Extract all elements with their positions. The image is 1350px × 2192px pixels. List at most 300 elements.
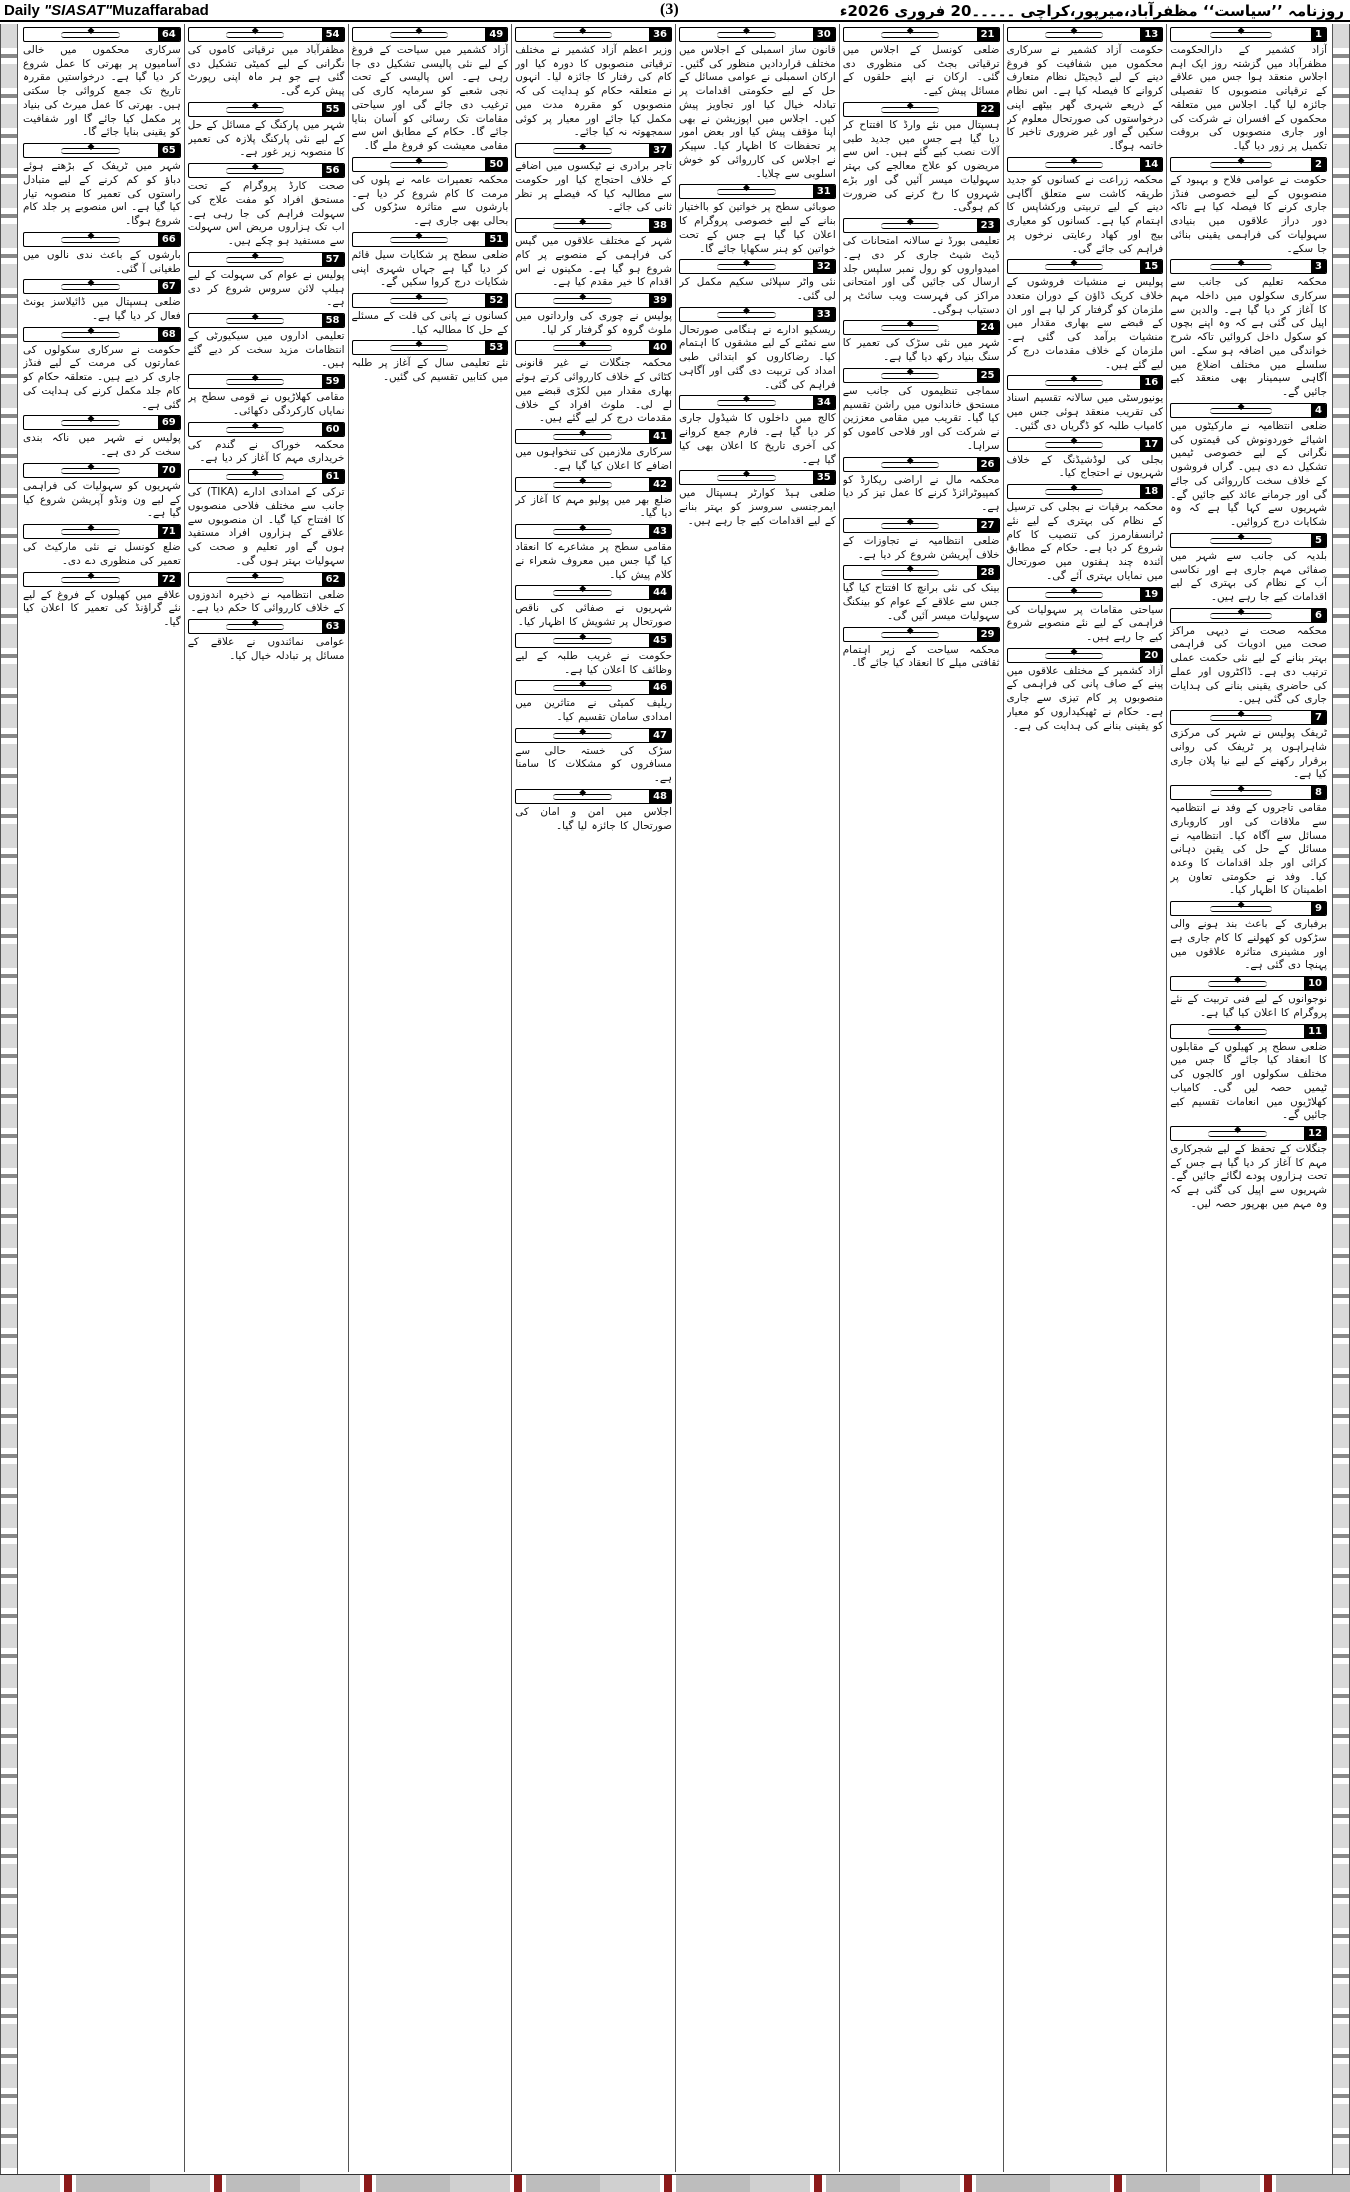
news-item-number: 55: [322, 103, 344, 116]
news-item-text: عوامی نمائندوں نے علاقے کے مسائل پر تبادلہ خیال کیا۔: [187, 636, 345, 662]
news-item-header: [1170, 259, 1327, 274]
news-item-number: 6: [1311, 609, 1326, 622]
news-item-header: [1170, 1126, 1327, 1141]
news-item-number: 38: [649, 219, 671, 232]
news-item-text: شہر میں نئی سڑک کی تعمیر کا سنگ بنیاد رکھ دیا گیا ہے۔: [842, 337, 1000, 364]
news-item-header: [1170, 27, 1327, 42]
ornament-icon: [844, 28, 977, 41]
news-column-inner: [23, 24, 181, 2172]
news-item-header: [515, 429, 672, 444]
news-item-text: یونیورسٹی میں سالانہ تقسیم اسناد کی تقریب منعقد ہوئی جس میں کامیاب طلبہ کو ڈگریاں دی گئیں۔: [1006, 392, 1164, 432]
news-item-number: 69: [158, 416, 180, 429]
ornament-icon: [844, 628, 977, 641]
news-item-number: 25: [977, 369, 999, 382]
news-item-text: بارشوں کے باعث ندی نالوں میں طغیانی آ گئی۔: [23, 248, 181, 275]
ornament-icon: [24, 328, 158, 341]
ornament-icon: [24, 28, 158, 41]
news-item-number: 63: [322, 620, 344, 633]
news-item-text: مقامی سطح پر مشاعرے کا انعقاد کیا گیا جس میں معروف شعراء نے کلام پیش کیا۔: [515, 541, 672, 581]
news-item-number: 39: [649, 294, 671, 307]
news-item-number: 72: [158, 573, 180, 586]
news-item-text: بینک کی نئی برانچ کا افتتاح کیا گیا جس سے علاقے کے عوام کو بینکنگ سہولیات میسر آئیں گی۔: [842, 582, 1000, 622]
news-item-header: [679, 27, 836, 42]
ornament-icon: [1008, 438, 1141, 451]
ornament-icon: [1008, 649, 1141, 662]
news-item-number: 11: [1304, 1025, 1326, 1038]
news-item-number: 56: [322, 164, 344, 177]
news-item-text: ہسپتال میں نئے وارڈ کا افتتاح کر دیا گیا ہے جس میں جدید طبی آلات نصب کیے گئے ہیں۔ اس سے مریضوں کو علاج معالجے کی بہتر سہولیات میسر آئیں گی اور بڑے شہروں کا رخ کرنے کی ضرورت کم ہوگی۔: [842, 118, 1000, 214]
ornament-icon: [24, 464, 158, 477]
news-item-text: اجلاس میں امن و امان کی صورتحال کا جائزہ لیا گیا۔: [515, 805, 672, 832]
news-item-text: ضلعی انتظامیہ نے تجاوزات کے خلاف آپریشن شروع کر دیا ہے۔: [842, 534, 1000, 561]
ornament-icon: [189, 573, 322, 586]
ornament-icon: [516, 586, 649, 599]
news-item-header: [1170, 1024, 1327, 1039]
news-column: [184, 24, 348, 2172]
news-column: [511, 24, 675, 2172]
news-item-header: [843, 457, 1000, 472]
news-item-header: [352, 232, 509, 247]
news-item-text: ٹریفک پولیس نے شہر کی مرکزی شاہراہوں پر ٹریفک کی روانی برقرار رکھنے کے لیے نیا پلان جاری کیا ہے۔: [1170, 727, 1327, 781]
ornament-icon: [516, 430, 649, 443]
news-item-text: پولیس نے منشیات فروشوں کے خلاف کریک ڈاؤن کے دوران متعدد ملزمان کو گرفتار کر لیا ہے اور ان کے قبضے سے بھاری مقدار میں منشیات برآمد کی گئی ہے۔ ملزمان کے خلاف مقدمات درج کر لیے گئے ہیں۔: [1006, 276, 1164, 371]
ornament-icon: [844, 219, 977, 232]
news-item-header: [515, 789, 672, 804]
news-column-inner: [188, 24, 345, 2172]
right-decorative-border: [1332, 24, 1350, 2174]
news-item-header: [679, 259, 836, 274]
news-item-number: 41: [649, 430, 671, 443]
ornament-icon: [353, 294, 486, 307]
news-item-text: سماجی تنظیموں کی جانب سے مستحق خاندانوں میں راشن تقسیم کیا گیا۔ تقریب میں مقامی معززین نے شرکت کی اور فلاحی کاموں کو سراہا۔: [842, 384, 1000, 452]
news-item-text: صحت کارڈ پروگرام کے تحت مستحق افراد کو مفت علاج کی سہولت فراہم کی جا رہی ہے۔ اب تک ہزاروں مریض اس سہولت سے مستفید ہو چکے ہیں۔: [187, 180, 345, 248]
news-item-header: [1007, 587, 1164, 602]
ornament-icon: [680, 260, 813, 273]
news-item-number: 54: [322, 28, 344, 41]
ornament-icon: [189, 470, 322, 483]
news-item-number: 18: [1140, 485, 1162, 498]
news-item-text: بلدیہ کی جانب سے شہر میں صفائی مہم جاری ہے اور نکاسی آب کے نظام کی بہتری کے لیے اقدامات کیے جا رہے ہیں۔: [1170, 549, 1327, 603]
news-item-header: [515, 728, 672, 743]
news-item-text: محکمہ صحت نے دیہی مراکز صحت میں ادویات کی فراہمی بہتر بنانے کے لیے نئی حکمت عملی ترتیب دی ہے۔ ڈاکٹروں اور عملے کی حاضری یقینی بنانے کی ہدایات جاری کی گئی ہیں۔: [1170, 624, 1327, 706]
news-item-text: سیاحتی مقامات پر سہولیات کی فراہمی کے لیے نئے منصوبے شروع کیے جا رہے ہیں۔: [1006, 603, 1164, 643]
news-item-number: 53: [485, 341, 507, 354]
news-item-text: ضلعی سطح پر کھیلوں کے مقابلوں کا انعقاد کیا جائے گا جس میں مختلف سکولوں اور کالجوں کی ٹیمیں حصہ لیں گی۔ کامیاب کھلاڑیوں میں انعامات تقسیم کیے جائیں گے۔: [1170, 1040, 1327, 1122]
news-item-header: [188, 572, 345, 587]
ornament-icon: [1171, 977, 1304, 990]
ornament-icon: [353, 341, 486, 354]
news-item-number: 66: [158, 233, 180, 246]
ornament-icon: [1008, 588, 1141, 601]
news-item-header: [1170, 901, 1327, 916]
ornament-icon: [1171, 28, 1311, 41]
news-item-header: [1007, 375, 1164, 390]
news-item-number: 29: [977, 628, 999, 641]
news-item-text: ترکی کے امدادی ادارے (TIKA) کی جانب سے مختلف فلاحی منصوبوں کا افتتاح کیا گیا۔ ان منصوبوں سے علاقے کے ہزاروں افراد مستفید ہوں گے اور تعلیم و صحت کی سہولیات بہتر ہوں گی۔: [187, 486, 345, 567]
news-item-text: محکمہ خوراک نے گندم کی خریداری مہم کا آغاز کر دیا ہے۔: [187, 438, 345, 465]
masthead-urdu-dateline: روزنامہ ’’سیاست‘‘ مظفرآباد،میرپور،کراچی ۔۔۔۔۔20 فروری 2026ء: [839, 2, 1344, 20]
news-item-number: 8: [1311, 786, 1326, 799]
news-item-header: [23, 232, 181, 247]
ornament-icon: [1171, 1127, 1304, 1140]
news-item-number: 31: [813, 185, 835, 198]
news-item-number: 32: [813, 260, 835, 273]
news-item-number: 45: [649, 634, 671, 647]
news-item-header: [515, 218, 672, 233]
news-item-text: کالج میں داخلوں کا شیڈول جاری کر دیا گیا ہے۔ فارم جمع کروانے کی آخری تاریخ کا اعلان بھی کیا گیا ہے۔: [679, 412, 836, 466]
news-item-number: 50: [485, 158, 507, 171]
news-item-header: [23, 27, 181, 42]
news-item-number: 34: [813, 396, 835, 409]
ornament-icon: [516, 294, 649, 307]
news-item-header: [352, 293, 509, 308]
news-item-header: [1170, 976, 1327, 991]
ornament-icon: [189, 103, 322, 116]
ornament-icon: [1171, 711, 1311, 724]
news-item-number: 47: [649, 729, 671, 742]
news-item-header: [1170, 608, 1327, 623]
ornament-icon: [24, 525, 158, 538]
news-item-header: [1007, 648, 1164, 663]
news-item-text: بجلی کی لوڈشیڈنگ کے خلاف شہریوں نے احتجاج کیا۔: [1006, 453, 1164, 480]
news-item-header: [843, 218, 1000, 233]
news-item-text: شہر میں پارکنگ کے مسائل کے حل کے لیے نئی پارکنگ پلازہ کی تعمیر کا منصوبہ زیر غور ہے۔: [187, 118, 345, 159]
ornament-icon: [516, 525, 649, 538]
news-item-text: ضلعی ہیڈ کوارٹر ہسپتال میں ایمرجنسی سروسز کو بہتر بنانے کے لیے اقدامات کیے جا رہے ہیں۔: [679, 487, 836, 527]
news-item-number: 28: [977, 566, 999, 579]
news-column-inner: [843, 24, 1000, 2172]
news-item-header: [188, 422, 345, 437]
news-item-text: تعلیمی بورڈ نے سالانہ امتحانات کی ڈیٹ شیٹ جاری کر دی ہے۔ امیدواروں کو رول نمبر سلپس جلد ارسال کی جائیں گی اور امتحانی مراکز کی فہرست ویب سائٹ پر دستیاب ہوگی۔: [842, 235, 1000, 316]
news-item-number: 21: [977, 28, 999, 41]
news-item-text: برفباری کے باعث بند ہونے والی سڑکوں کو کھولنے کا کام جاری ہے اور مشینری متاثرہ علاقوں میں پہنچا دی گئی ہے۔: [1170, 918, 1327, 972]
news-item-header: [515, 143, 672, 158]
ornament-icon: [516, 729, 649, 742]
newspaper-name-english: [4, 2, 209, 19]
news-item-text: مظفرآباد میں ترقیاتی کاموں کی نگرانی کے لیے کمیٹی تشکیل دی گئی ہے جو ہر ماہ اپنی رپورٹ پیش کرے گی۔: [187, 44, 345, 98]
news-item-text: شہر کے مختلف علاقوں میں گیس کی فراہمی کے منصوبے پر کام شروع ہو گیا ہے۔ مکینوں نے اس اقدام کا خیر مقدم کیا ہے۔: [515, 235, 672, 289]
news-item-header: [843, 518, 1000, 533]
news-item-header: [188, 27, 345, 42]
news-item-text: شہریوں کو سہولیات کی فراہمی کے لیے ون ونڈو آپریشن شروع کیا گیا ہے۔: [23, 479, 181, 520]
news-item-header: [352, 157, 509, 172]
news-item-header: [352, 340, 509, 355]
ornament-icon: [1008, 28, 1141, 41]
news-item-number: 26: [977, 458, 999, 471]
news-item-text: ضلعی انتظامیہ نے مارکیٹوں میں اشیائے خوردونوش کی قیمتوں کی نگرانی کے لیے خصوصی ٹیمیں تشکیل دے دی ہیں۔ گراں فروشوں کے خلاف سخت کارروائی کی جائے گی اور جرمانے عائد کیے جائیں گے۔ شہریوں سے کہا گیا ہے کہ وہ شکایات درج کروائیں۔: [1170, 419, 1327, 529]
ornament-icon: [1171, 1025, 1304, 1038]
news-item-text: آزاد کشمیر کے مختلف علاقوں میں پینے کے صاف پانی کی فراہمی کے منصوبوں پر کام تیزی سے جاری ہے۔ حکام نے ٹھیکیداروں کو معیار کو یقینی بنانے کی ہدایت کی ہے۔: [1006, 664, 1164, 732]
news-item-number: 65: [158, 144, 180, 157]
ornament-icon: [24, 573, 158, 586]
news-item-number: 14: [1140, 158, 1162, 171]
page-number: (3): [660, 1, 679, 18]
ornament-icon: [1171, 158, 1311, 171]
news-item-header: [188, 252, 345, 267]
news-column: [839, 24, 1003, 2172]
news-item-text: ریسکیو ادارے نے ہنگامی صورتحال سے نمٹنے کے لیے مشقوں کا اہتمام کیا۔ رضاکاروں کو ابتدائی طبی امداد کی تربیت دی گئی اور آگاہی فراہم کی گئی۔: [679, 323, 836, 391]
news-item-text: تعلیمی اداروں میں سیکیورٹی کے انتظامات مزید سخت کر دیے گئے ہیں۔: [187, 330, 345, 370]
news-item-number: 43: [649, 525, 671, 538]
news-item-header: [515, 27, 672, 42]
news-item-text: سرکاری ملازمین کی تنخواہوں میں اضافے کا اعلان کیا گیا ہے۔: [515, 446, 672, 472]
ornament-icon: [189, 164, 322, 177]
news-item-header: [515, 293, 672, 308]
news-item-header: [515, 585, 672, 600]
ornament-icon: [1171, 534, 1311, 547]
news-item-header: [1170, 785, 1327, 800]
news-item-header: [1170, 710, 1327, 725]
news-item-text: تاجر برادری نے ٹیکسوں میں اضافے کے خلاف احتجاج کیا اور حکومت سے مطالبہ کیا کہ فیصلے پر نظر ثانی کی جائے۔: [515, 160, 672, 214]
news-item-header: [843, 368, 1000, 383]
news-item-text: کسانوں نے پانی کی قلت کے مسئلے کے حل کا مطالبہ کیا۔: [351, 310, 509, 336]
news-item-text: مقامی تاجروں کے وفد نے انتظامیہ سے ملاقات کی اور کاروباری مسائل سے آگاہ کیا۔ انتظامیہ نے مسائل کے حل کی یقین دہانی کرائی اور جلد اقدامات کا وعدہ کیا۔ وفد نے حکومتی تعاون پر اطمینان کا اظہار کیا۔: [1170, 802, 1327, 897]
news-item-number: 27: [977, 519, 999, 532]
news-item-header: [515, 477, 672, 492]
news-item-text: محکمہ سیاحت کے زیر اہتمام ثقافتی میلے کا انعقاد کیا جائے گا۔: [842, 643, 1000, 670]
ornament-icon: [844, 458, 977, 471]
news-item-number: 51: [485, 233, 507, 246]
news-item-number: 68: [158, 328, 180, 341]
news-item-number: 70: [158, 464, 180, 477]
news-item-text: آزاد کشمیر میں سیاحت کے فروغ کے لیے نئی پالیسی تشکیل دی جا رہی ہے۔ اس پالیسی کے تحت نجی شعبے کو سرمایہ کاری کی ترغیب دی جائے گی اور سیاحتی مقامات تک رسائی کو آسان بنایا جائے گا۔ حکام کے مطابق اس سے مقامی معیشت کو فروغ ملے گا۔: [351, 44, 509, 153]
news-item-header: [23, 572, 181, 587]
news-item-number: 7: [1311, 711, 1326, 724]
ornament-icon: [516, 144, 649, 157]
news-item-header: [679, 307, 836, 322]
news-item-number: 12: [1304, 1127, 1326, 1140]
news-item-text: ضلعی انتظامیہ نے ذخیرہ اندوزوں کے خلاف کارروائی کا حکم دیا ہے۔: [187, 588, 345, 615]
ornament-icon: [516, 681, 649, 694]
news-item-number: 59: [322, 375, 344, 388]
news-item-number: 52: [485, 294, 507, 307]
news-item-number: 15: [1140, 260, 1162, 273]
news-item-text: صوبائی سطح پر خواتین کو بااختیار بنانے کے لیے خصوصی پروگرام کا اعلان کیا گیا ہے جس کے تحت خواتین کو ہنر سکھایا جائے گا۔: [679, 201, 836, 255]
ornament-icon: [189, 375, 322, 388]
news-item-header: [188, 469, 345, 484]
news-item-number: 42: [649, 478, 671, 491]
news-item-text: محکمہ تعمیرات عامہ نے پلوں کی مرمت کا کام شروع کر دیا ہے۔ بارشوں سے متاثرہ سڑکوں کی بحالی بھی جاری ہے۔: [351, 173, 509, 228]
ornament-icon: [1008, 485, 1141, 498]
news-item-header: [679, 470, 836, 485]
news-item-text: وزیر اعظم آزاد کشمیر نے مختلف ترقیاتی منصوبوں کا دورہ کیا اور کام کی رفتار کا جائزہ لیا۔ انہوں نے متعلقہ حکام کو ہدایت کی کہ منصوبوں کو مقررہ مدت میں مکمل کیا جائے اور معیار پر کوئی سمجھوتہ نہ کیا جائے۔: [515, 44, 672, 139]
ornament-icon: [24, 233, 158, 246]
news-item-header: [23, 327, 181, 342]
news-item-text: ضلعی کونسل کے اجلاس میں ترقیاتی بجٹ کی منظوری دی گئی۔ ارکان نے اپنے حلقوں کے مسائل پیش کیے۔: [842, 44, 1000, 98]
news-item-number: 2: [1311, 158, 1326, 171]
news-item-text: حکومت آزاد کشمیر نے سرکاری محکموں میں شفافیت کو فروغ دینے کے لیے ڈیجیٹل نظام متعارف کروانے کا فیصلہ کیا ہے۔ اس نظام کے ذریعے شہری گھر بیٹھے اپنی درخواستوں کی صورتحال معلوم کر سکیں گے اور غیر ضروری تاخیر کا خاتمہ ہوگا۔: [1006, 44, 1164, 153]
ornament-icon: [516, 219, 649, 232]
left-decorative-border: [0, 24, 18, 2174]
masthead: [0, 0, 1350, 22]
ornament-icon: [844, 321, 977, 334]
news-item-text: ضلعی ہسپتال میں ڈائیلاسز یونٹ فعال کر دیا گیا ہے۔: [23, 296, 181, 323]
news-item-header: [23, 415, 181, 430]
news-item-text: قانون ساز اسمبلی کے اجلاس میں مختلف قراردادیں منظور کی گئیں۔ ارکان اسمبلی نے عوامی مسائل کے حل کے لیے حکومتی اقدامات پر تبادلہ خیال کیا اور تجاویز پیش کیں۔ اجلاس میں اپوزیشن نے بھی اپنا مؤقف پیش کیا اور بعض امور پر تحفظات کا اظہار کیا۔ سپیکر نے اجلاس کی کارروائی کو خوش اسلوبی سے چلایا۔: [679, 44, 836, 180]
news-item-text: پولیس نے شہر میں ناکہ بندی سخت کر دی ہے۔: [23, 432, 181, 459]
news-item-number: 16: [1140, 376, 1162, 389]
news-item-header: [1007, 437, 1164, 452]
news-item-header: [23, 143, 181, 158]
news-item-number: 1: [1311, 28, 1326, 41]
ornament-icon: [189, 314, 322, 327]
news-item-header: [843, 320, 1000, 335]
news-item-header: [23, 463, 181, 478]
news-item-header: [843, 627, 1000, 642]
news-item-text: محکمہ زراعت نے کسانوں کو جدید طریقہ کاشت سے متعلق آگاہی دینے کے لیے تربیتی ورکشاپس کا اہتمام کیا ہے۔ کسانوں کو معیاری بیج اور کھاد رعایتی نرخوں پر فراہم کی جائے گی۔: [1006, 173, 1164, 255]
news-item-text: محکمہ تعلیم کی جانب سے سرکاری سکولوں میں داخلہ مہم کا آغاز کر دیا گیا ہے۔ والدین سے اپیل کی گئی ہے کہ وہ اپنے بچوں کو سکول داخل کروائیں تاکہ شرح خواندگی میں اضافہ ہو سکے۔ اس سلسلے میں مختلف اضلاع میں آگاہی سیمینار بھی منعقد کیے جائیں گے۔: [1170, 276, 1327, 399]
news-item-number: 67: [158, 280, 180, 293]
news-item-header: [515, 524, 672, 539]
ornament-icon: [680, 308, 813, 321]
news-item-number: 24: [977, 321, 999, 334]
ornament-icon: [353, 158, 486, 171]
news-item-header: [352, 27, 509, 42]
news-item-number: 46: [649, 681, 671, 694]
ornament-icon: [24, 280, 158, 293]
news-item-number: 35: [813, 471, 835, 484]
ornament-icon: [189, 620, 322, 633]
ornament-icon: [1171, 260, 1311, 273]
news-item-header: [1007, 259, 1164, 274]
news-item-text: نئے تعلیمی سال کے آغاز پر طلبہ میں کتابیں تقسیم کی گئیں۔: [351, 357, 509, 384]
news-item-text: مقامی کھلاڑیوں نے قومی سطح پر نمایاں کارکردگی دکھائی۔: [187, 391, 345, 417]
ornament-icon: [1008, 158, 1141, 171]
news-column: [1166, 24, 1330, 2172]
news-item-header: [1007, 484, 1164, 499]
news-item-text: پولیس نے عوام کی سہولت کے لیے ہیلپ لائن سروس شروع کر دی ہے۔: [187, 268, 345, 309]
ornament-icon: [516, 634, 649, 647]
ornament-icon: [844, 369, 977, 382]
news-item-header: [188, 102, 345, 117]
ornament-icon: [844, 103, 977, 116]
news-column: [20, 24, 184, 2172]
ornament-icon: [189, 423, 322, 436]
masthead-prefix: Daily: [4, 2, 45, 19]
news-item-text: حکومت نے عوامی فلاح و بہبود کے منصوبوں کے لیے خصوصی فنڈز جاری کرنے کا فیصلہ کیا ہے تاکہ دور دراز علاقوں میں بنیادی سہولیات کی فراہمی یقینی بنائی جا سکے۔: [1170, 173, 1327, 255]
news-item-text: حکومت نے غریب طلبہ کے لیے وظائف کا اعلان کیا ہے۔: [515, 649, 672, 676]
ornament-icon: [680, 28, 813, 41]
ornament-icon: [353, 233, 486, 246]
news-item-number: 60: [322, 423, 344, 436]
news-column: [348, 24, 512, 2172]
news-item-header: [1007, 157, 1164, 172]
ornament-icon: [680, 396, 813, 409]
news-item-number: 10: [1304, 977, 1326, 990]
news-item-header: [515, 633, 672, 648]
news-column-inner: [352, 24, 509, 2172]
news-item-text: سرکاری محکموں میں خالی آسامیوں پر بھرتی کا عمل شروع کر دیا گیا ہے۔ درخواستیں مقررہ تاریخ تک جمع کروائی جا سکتی ہیں۔ بھرتی کا عمل میرٹ کی بنیاد پر مکمل کیا جائے گا اور شفافیت کو یقینی بنایا جائے گا۔: [23, 44, 181, 139]
news-item-text: حکومت نے سرکاری سکولوں کی عمارتوں کی مرمت کے لیے فنڈز جاری کر دیے ہیں۔ متعلقہ حکام کو کام جلد مکمل کرنے کی ہدایت کی گئی ہے۔: [23, 343, 181, 411]
news-item-header: [188, 374, 345, 389]
bottom-decorative-border: [0, 2174, 1350, 2192]
news-item-text: ضلعی سطح پر شکایات سیل قائم کر دیا گیا ہے جہاں شہری اپنی شکایات درج کروا سکیں گے۔: [351, 248, 509, 289]
news-item-number: 13: [1140, 28, 1162, 41]
news-column-inner: [679, 24, 836, 2172]
news-item-number: 37: [649, 144, 671, 157]
news-item-number: 33: [813, 308, 835, 321]
news-item-header: [188, 619, 345, 634]
news-item-number: 64: [158, 28, 180, 41]
ornament-icon: [680, 185, 813, 198]
ornament-icon: [24, 416, 158, 429]
news-item-header: [23, 524, 181, 539]
news-item-text: ضلع بھر میں پولیو مہم کا آغاز کر دیا گیا۔: [515, 493, 672, 520]
news-item-number: 20: [1140, 649, 1162, 662]
news-item-number: 61: [322, 470, 344, 483]
news-item-text: ضلع کونسل نے نئی مارکیٹ کی تعمیر کی منظوری دے دی۔: [23, 541, 181, 567]
ornament-icon: [844, 519, 977, 532]
news-item-text: محکمہ جنگلات نے غیر قانونی کٹائی کے خلاف کارروائی کرتے ہوئے بھاری مقدار میں لکڑی قبضے میں لے لی۔ ملوث افراد کے خلاف مقدمات درج کر لیے گئے ہیں۔: [515, 357, 672, 425]
news-item-header: [843, 565, 1000, 580]
news-item-header: [23, 279, 181, 294]
news-item-header: [1007, 27, 1164, 42]
news-item-header: [188, 313, 345, 328]
news-item-number: 58: [322, 314, 344, 327]
news-item-text: محکمہ مال نے اراضی ریکارڈ کو کمپیوٹرائزڈ کرنے کا عمل تیز کر دیا ہے۔: [842, 473, 1000, 514]
news-item-header: [515, 680, 672, 695]
ornament-icon: [1171, 609, 1311, 622]
news-column-inner: [1007, 24, 1164, 2172]
news-item-text: شہریوں نے صفائی کی ناقص صورتحال پر تشویش کا اظہار کیا۔: [515, 602, 672, 629]
ornament-icon: [680, 471, 813, 484]
news-item-number: 3: [1311, 260, 1326, 273]
news-column-inner: [1170, 24, 1327, 2172]
news-item-header: [1170, 533, 1327, 548]
news-item-number: 5: [1311, 534, 1326, 547]
news-item-text: شہر میں ٹریفک کے بڑھتے ہوئے دباؤ کو کم کرنے کے لیے متبادل راستوں کی تعمیر کا منصوبہ تیار کیا گیا ہے۔ اس منصوبے پر جلد کام شروع ہوگا۔: [23, 160, 181, 228]
news-item-text: جنگلات کے تحفظ کے لیے شجرکاری مہم کا آغاز کر دیا گیا ہے جس کے تحت ہزاروں پودے لگائے جائیں گے۔ شہریوں سے اپیل کی گئی ہے کہ وہ مہم میں بھرپور حصہ لیں۔: [1170, 1143, 1327, 1210]
news-item-number: 71: [158, 525, 180, 538]
news-item-number: 49: [485, 28, 507, 41]
news-item-number: 30: [813, 28, 835, 41]
news-item-number: 40: [649, 341, 671, 354]
news-item-header: [515, 340, 672, 355]
news-item-number: 44: [649, 586, 671, 599]
news-item-number: 23: [977, 219, 999, 232]
news-item-number: 9: [1311, 902, 1326, 915]
ornament-icon: [516, 28, 649, 41]
news-item-text: آزاد کشمیر کے دارالحکومت مظفرآباد میں گزشتہ روز ایک اہم اجلاس منعقد ہوا جس میں علاقے کے ترقیاتی منصوبوں کا تفصیلی جائزہ لیا گیا۔ اجلاس میں متعلقہ محکموں کے افسران نے شرکت کی اور جاری منصوبوں کی بروقت تکمیل پر زور دیا گیا۔: [1170, 44, 1327, 153]
news-item-header: [843, 27, 1000, 42]
news-item-header: [679, 395, 836, 410]
news-item-number: 48: [649, 790, 671, 803]
masthead-city: Muzaffarabad: [112, 2, 209, 19]
news-item-header: [679, 184, 836, 199]
ornament-icon: [189, 28, 322, 41]
news-column-inner: [515, 24, 672, 2172]
news-item-text: نوجوانوں کے لیے فنی تربیت کے نئے پروگرام کا اعلان کیا گیا ہے۔: [1170, 993, 1327, 1019]
ornament-icon: [353, 28, 486, 41]
news-item-number: 22: [977, 103, 999, 116]
ornament-icon: [516, 341, 649, 354]
ornament-icon: [844, 566, 977, 579]
news-item-number: 17: [1140, 438, 1162, 451]
masthead-brand: "SIASAT": [44, 2, 113, 19]
news-item-text: پولیس نے چوری کی وارداتوں میں ملوث گروہ کو گرفتار کر لیا۔: [515, 310, 672, 336]
news-item-text: ریلیف کمیٹی نے متاثرین میں امدادی سامان تقسیم کیا۔: [515, 697, 672, 723]
news-item-header: [1170, 403, 1327, 418]
ornament-icon: [24, 144, 158, 157]
ornament-icon: [1008, 260, 1141, 273]
news-column: [675, 24, 839, 2172]
ornament-icon: [1171, 404, 1311, 417]
news-item-text: علاقے میں کھیلوں کے فروغ کے لیے نئے گراؤنڈ کی تعمیر کا اعلان کیا گیا۔: [23, 588, 181, 629]
news-item-number: 57: [322, 253, 344, 266]
newspaper-columns: [20, 24, 1330, 2172]
news-item-header: [1170, 157, 1327, 172]
ornament-icon: [189, 253, 322, 266]
